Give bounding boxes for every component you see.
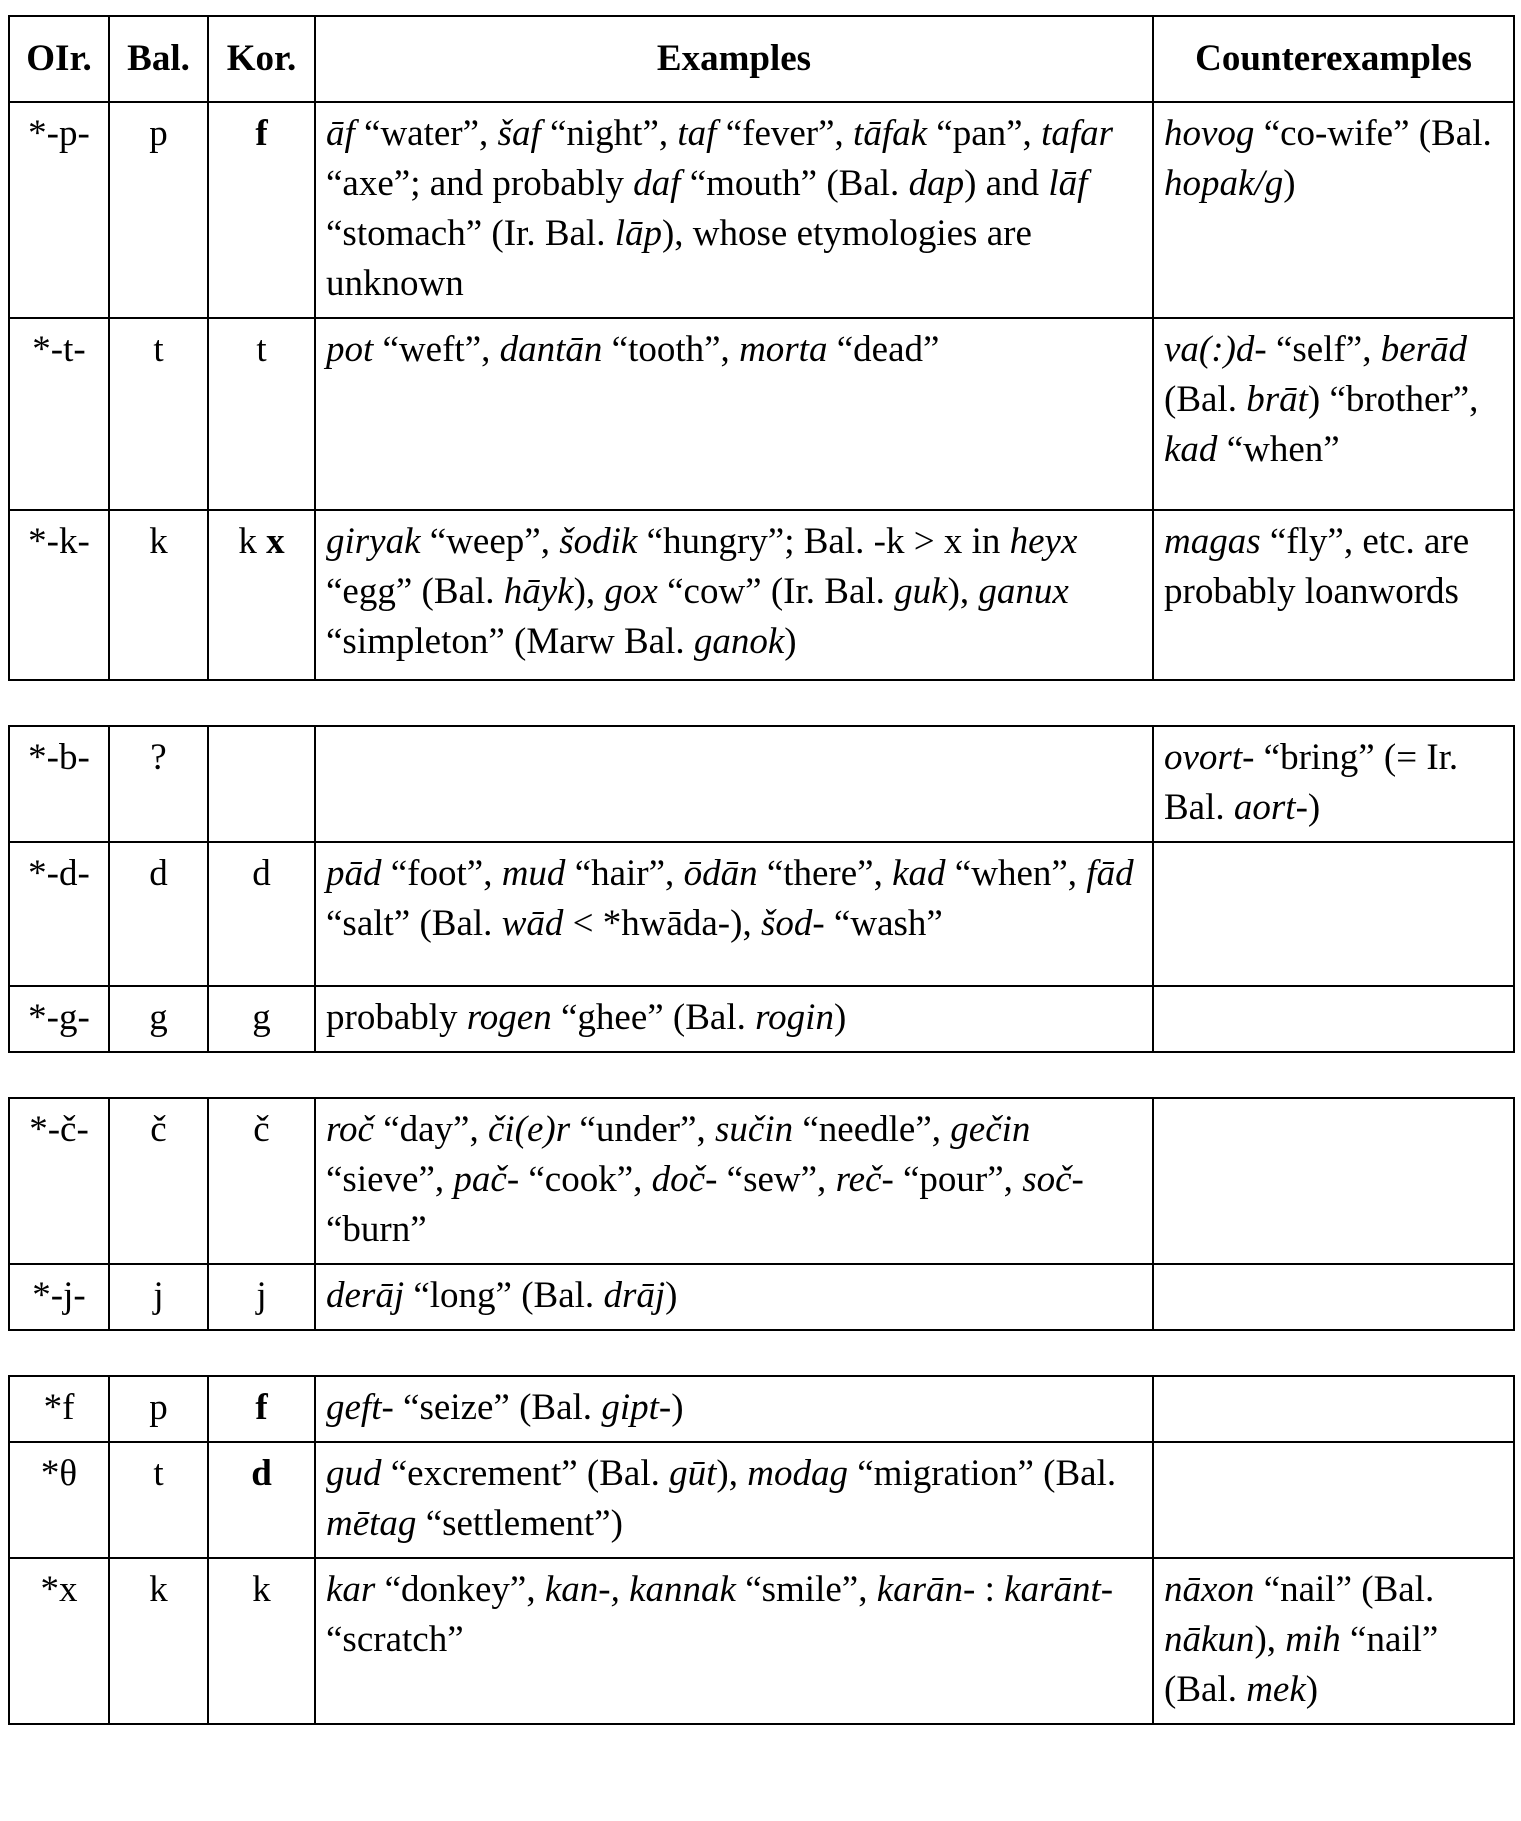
table-row xyxy=(9,726,1514,842)
cell-kor: d xyxy=(208,1442,315,1558)
cell-kor: č xyxy=(208,1098,315,1264)
cell-kor: d xyxy=(208,842,315,986)
cell-oir: *-p- xyxy=(9,102,109,318)
cell-bal: ? xyxy=(109,726,208,842)
cell-kor: f xyxy=(208,102,315,318)
cell-examples: pād “foot”, mud “hair”, ōdān “there”, kad “when”, fād “salt” (Bal. wād < *hwāda-), šod- “wash” xyxy=(315,842,1153,986)
header-row xyxy=(9,16,1514,102)
cell-oir: *-č- xyxy=(9,1098,109,1264)
table-row xyxy=(9,842,1514,986)
table-gap xyxy=(8,681,1513,725)
cell-counterexamples xyxy=(1153,1376,1514,1442)
cell-oir: *f xyxy=(9,1376,109,1442)
cell-counterexamples: va(:)d- “self”, berād (Bal. brāt) “brother”, kad “when” xyxy=(1153,318,1514,510)
table-row xyxy=(9,510,1514,680)
table-gap xyxy=(8,1053,1513,1097)
cell-counterexamples xyxy=(1153,1442,1514,1558)
cell-bal: t xyxy=(109,1442,208,1558)
cell-oir: *-d- xyxy=(9,842,109,986)
table-row xyxy=(9,1376,1514,1442)
cell-bal: t xyxy=(109,318,208,510)
correspondence-table-1 xyxy=(8,15,1515,681)
cell-bal: p xyxy=(109,1376,208,1442)
cell-examples: roč “day”, či(e)r “under”, sučin “needle”, gečin “sieve”, pač- “cook”, doč- “sew”, reč- “pour”, soč- “burn” xyxy=(315,1098,1153,1264)
cell-examples: probably rogen “ghee” (Bal. rogin) xyxy=(315,986,1153,1052)
cell-examples: pot “weft”, dantān “tooth”, morta “dead” xyxy=(315,318,1153,510)
sound-correspondence-tables xyxy=(8,15,1513,1725)
cell-bal: k xyxy=(109,510,208,680)
header-kor: Kor. xyxy=(208,16,315,102)
cell-examples: derāj “long” (Bal. drāj) xyxy=(315,1264,1153,1330)
cell-kor xyxy=(208,726,315,842)
cell-kor: k x xyxy=(208,510,315,680)
cell-oir: *-j- xyxy=(9,1264,109,1330)
correspondence-table-4 xyxy=(8,1375,1515,1725)
cell-kor: j xyxy=(208,1264,315,1330)
cell-counterexamples xyxy=(1153,842,1514,986)
table-row xyxy=(9,1264,1514,1330)
cell-oir: *-k- xyxy=(9,510,109,680)
cell-kor: g xyxy=(208,986,315,1052)
cell-oir: *x xyxy=(9,1558,109,1724)
cell-examples: gud “excrement” (Bal. gūt), modag “migration” (Bal. mētag “settlement”) xyxy=(315,1442,1153,1558)
cell-oir: *-b- xyxy=(9,726,109,842)
cell-bal: k xyxy=(109,1558,208,1724)
table-row xyxy=(9,1442,1514,1558)
cell-counterexamples: nāxon “nail” (Bal. nākun), mih “nail” (Bal. mek) xyxy=(1153,1558,1514,1724)
cell-examples: giryak “weep”, šodik “hungry”; Bal. -k > x in heyx “egg” (Bal. hāyk), gox “cow” (Ir. Bal. guk), ganux “simpleton” (Marw Bal. ganok) xyxy=(315,510,1153,680)
cell-bal: č xyxy=(109,1098,208,1264)
correspondence-table-2 xyxy=(8,725,1515,1053)
cell-examples: āf “water”, šaf “night”, taf “fever”, tāfak “pan”, tafar “axe”; and probably daf “mouth” (Bal. dap) and lāf “stomach” (Ir. Bal. lāp), whose etymologies are unknown xyxy=(315,102,1153,318)
cell-kor: f xyxy=(208,1376,315,1442)
cell-examples xyxy=(315,726,1153,842)
correspondence-table-3 xyxy=(8,1097,1515,1331)
cell-counterexamples xyxy=(1153,986,1514,1052)
table-row xyxy=(9,1098,1514,1264)
header-examples: Examples xyxy=(315,16,1153,102)
cell-kor: t xyxy=(208,318,315,510)
cell-bal: g xyxy=(109,986,208,1052)
cell-counterexamples: magas “fly”, etc. are probably loanwords xyxy=(1153,510,1514,680)
table-row xyxy=(9,318,1514,510)
cell-oir: *-t- xyxy=(9,318,109,510)
table-row xyxy=(9,1558,1514,1724)
cell-counterexamples: hovog “co-wife” (Bal. hopak/g) xyxy=(1153,102,1514,318)
table-gap xyxy=(8,1331,1513,1375)
cell-oir: *θ xyxy=(9,1442,109,1558)
cell-counterexamples xyxy=(1153,1098,1514,1264)
header-bal: Bal. xyxy=(109,16,208,102)
cell-examples: kar “donkey”, kan-, kannak “smile”, karān- : karānt- “scratch” xyxy=(315,1558,1153,1724)
cell-kor: k xyxy=(208,1558,315,1724)
cell-bal: j xyxy=(109,1264,208,1330)
table-row xyxy=(9,102,1514,318)
cell-examples: geft- “seize” (Bal. gipt-) xyxy=(315,1376,1153,1442)
header-counterexamples: Counterexamples xyxy=(1153,16,1514,102)
cell-bal: d xyxy=(109,842,208,986)
header-oir: OIr. xyxy=(9,16,109,102)
cell-bal: p xyxy=(109,102,208,318)
cell-counterexamples xyxy=(1153,1264,1514,1330)
cell-oir: *-g- xyxy=(9,986,109,1052)
cell-counterexamples: ovort- “bring” (= Ir. Bal. aort-) xyxy=(1153,726,1514,842)
table-row xyxy=(9,986,1514,1052)
